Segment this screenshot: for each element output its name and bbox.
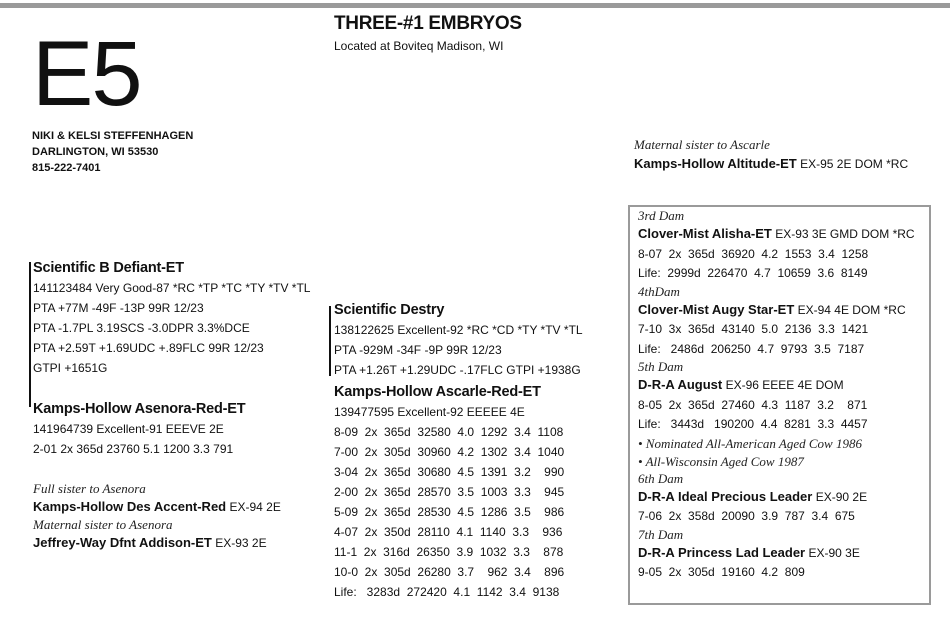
sire-name: Scientific B Defiant-ET — [33, 260, 184, 276]
mgs-name: Scientific Destry — [334, 302, 445, 318]
dam-label: 5th Dam — [638, 359, 684, 374]
granddam-record: 5-09 2x 365d 28530 4.5 1286 3.5 986 — [334, 505, 565, 519]
mgs-line: PTA +1.26T +1.29UDC -.17FLC GTPI +1938G — [334, 363, 581, 377]
ancestor-class: EX-90 2E — [815, 489, 868, 504]
maternal-sister-block — [634, 136, 908, 174]
mgs-bracket — [329, 306, 331, 376]
sister-class: EX-94 2E — [229, 500, 281, 514]
sire-block — [33, 258, 310, 378]
granddam-record: 4-07 2x 350d 28110 4.1 1140 3.3 936 — [334, 525, 563, 539]
dam-line: 141964739 Excellent-91 EEEVE 2E — [33, 422, 224, 436]
sister-name: Kamps-Hollow Des Accent-Red — [33, 499, 227, 514]
ancestor-class: EX-90 3E — [808, 545, 860, 560]
granddam-record: 8-09 2x 365d 32580 4.0 1292 3.4 1108 — [334, 425, 564, 439]
sire-bracket — [29, 262, 31, 407]
sister-class: EX-93 2E — [215, 536, 267, 550]
ancestor-record: Life: 2999d 226470 4.7 10659 3.6 8149 — [638, 266, 868, 280]
maternal-sister-relation: Maternal sister to Ascarle — [634, 137, 770, 152]
ancestor-class: EX-93 3E GMD DOM *RC — [775, 227, 915, 241]
ancestor-note: • Nominated All-American Aged Cow 1986 — [638, 435, 862, 451]
ancestor-name: D-R-A Ideal Precious Leader — [638, 488, 813, 504]
granddam-record: 2-00 2x 365d 28570 3.5 1003 3.3 945 — [334, 485, 565, 499]
lot-number: E5 — [32, 23, 141, 125]
ancestor-record: 8-05 2x 365d 27460 4.3 1187 3.2 871 — [638, 397, 868, 412]
ancestor-record: 9-05 2x 305d 19160 4.2 809 — [638, 565, 805, 579]
granddam-record: Life: 3283d 272420 4.1 1142 3.4 9138 — [334, 585, 560, 599]
dam-name: Kamps-Hollow Asenora-Red-ET — [33, 401, 246, 417]
sire-line: PTA +77M -49F -13P 99R 12/23 — [33, 301, 204, 315]
dam-block — [33, 399, 245, 459]
dam-label: 3rd Dam — [638, 208, 685, 223]
dam-line: 2-01 2x 365d 23760 5.1 1200 3.3 791 — [33, 442, 234, 456]
ancestor-name: Clover-Mist Alisha-ET — [638, 226, 772, 241]
dam-label: 6th Dam — [638, 470, 684, 486]
ancestor-name: D-R-A August — [638, 377, 723, 392]
sire-line: PTA -1.7PL 3.19SCS -3.0DPR 3.3%DCE — [33, 321, 250, 335]
ancestor-name: D-R-A Princess Lad Leader — [638, 544, 806, 560]
ancestor-record: 8-07 2x 365d 36920 4.2 1553 3.4 1258 — [638, 246, 869, 261]
ancestor-name: Clover-Mist Augy Star-ET — [638, 301, 795, 317]
granddam-record: 3-04 2x 365d 30680 4.5 1391 3.2 990 — [334, 465, 565, 479]
owner-city: DARLINGTON, WI 53530 — [32, 146, 159, 158]
ancestor-class: EX-96 EEEE 4E DOM — [725, 378, 844, 392]
owner-phone: 815-222-7401 — [32, 162, 101, 174]
sire-line: GTPI +1651G — [33, 361, 108, 375]
granddam-block — [334, 382, 564, 602]
mgs-line: 138122625 Excellent-92 *RC *CD *TY *TV *TL — [334, 323, 583, 337]
dam-label: 7th Dam — [638, 526, 684, 542]
granddam-name: Kamps-Hollow Ascarle-Red-ET — [334, 384, 541, 400]
top-rule — [0, 3, 950, 8]
ancestor-record: Life: 2486d 206250 4.7 9793 3.5 7187 — [638, 341, 865, 356]
dam-label: 4thDam — [638, 283, 680, 299]
ancestor-record: Life: 3443d 190200 4.4 8281 3.3 4457 — [638, 417, 868, 431]
owner-name: NIKI & KELSI STEFFENHAGEN — [32, 130, 194, 142]
ancestor-class: EX-94 4E DOM *RC — [797, 302, 906, 317]
mgs-block — [334, 300, 583, 380]
page-title: THREE-#1 EMBRYOS — [334, 13, 522, 34]
pedigree-box-content — [638, 208, 915, 583]
sisters-block — [33, 480, 281, 552]
ancestor-note: • All-Wisconsin Aged Cow 1987 — [638, 453, 804, 469]
owner-info — [32, 128, 193, 176]
sire-line: PTA +2.59T +1.69UDC +.89FLC 99R 12/23 — [33, 341, 264, 355]
location-text: Located at Boviteq Madison, WI — [334, 39, 504, 53]
sister-name: Jeffrey-Way Dfnt Addison-ET — [33, 535, 212, 550]
granddam-reg: 139477595 Excellent-92 EEEEE 4E — [334, 405, 525, 419]
sister-relation: Full sister to Asenora — [33, 481, 146, 496]
granddam-record: 10-0 2x 305d 26280 3.7 962 3.4 896 — [334, 565, 565, 579]
sire-line: 141123484 Very Good-87 *RC *TP *TC *TY *TV *TL — [33, 281, 311, 295]
maternal-sister-name: Kamps-Hollow Altitude-ET — [634, 156, 797, 171]
maternal-sister-class: EX-95 2E DOM *RC — [800, 157, 909, 171]
ancestor-record: 7-10 3x 365d 43140 5.0 2136 3.3 1421 — [638, 322, 869, 336]
mgs-line: PTA -929M -34F -9P 99R 12/23 — [334, 343, 502, 357]
granddam-record: 7-00 2x 305d 30960 4.2 1302 3.4 1040 — [334, 445, 565, 459]
granddam-record: 11-1 2x 316d 26350 3.9 1032 3.3 878 — [334, 545, 564, 559]
ancestor-record: 7-06 2x 358d 20090 3.9 787 3.4 675 — [638, 509, 855, 523]
sister-relation: Maternal sister to Asenora — [33, 517, 173, 532]
